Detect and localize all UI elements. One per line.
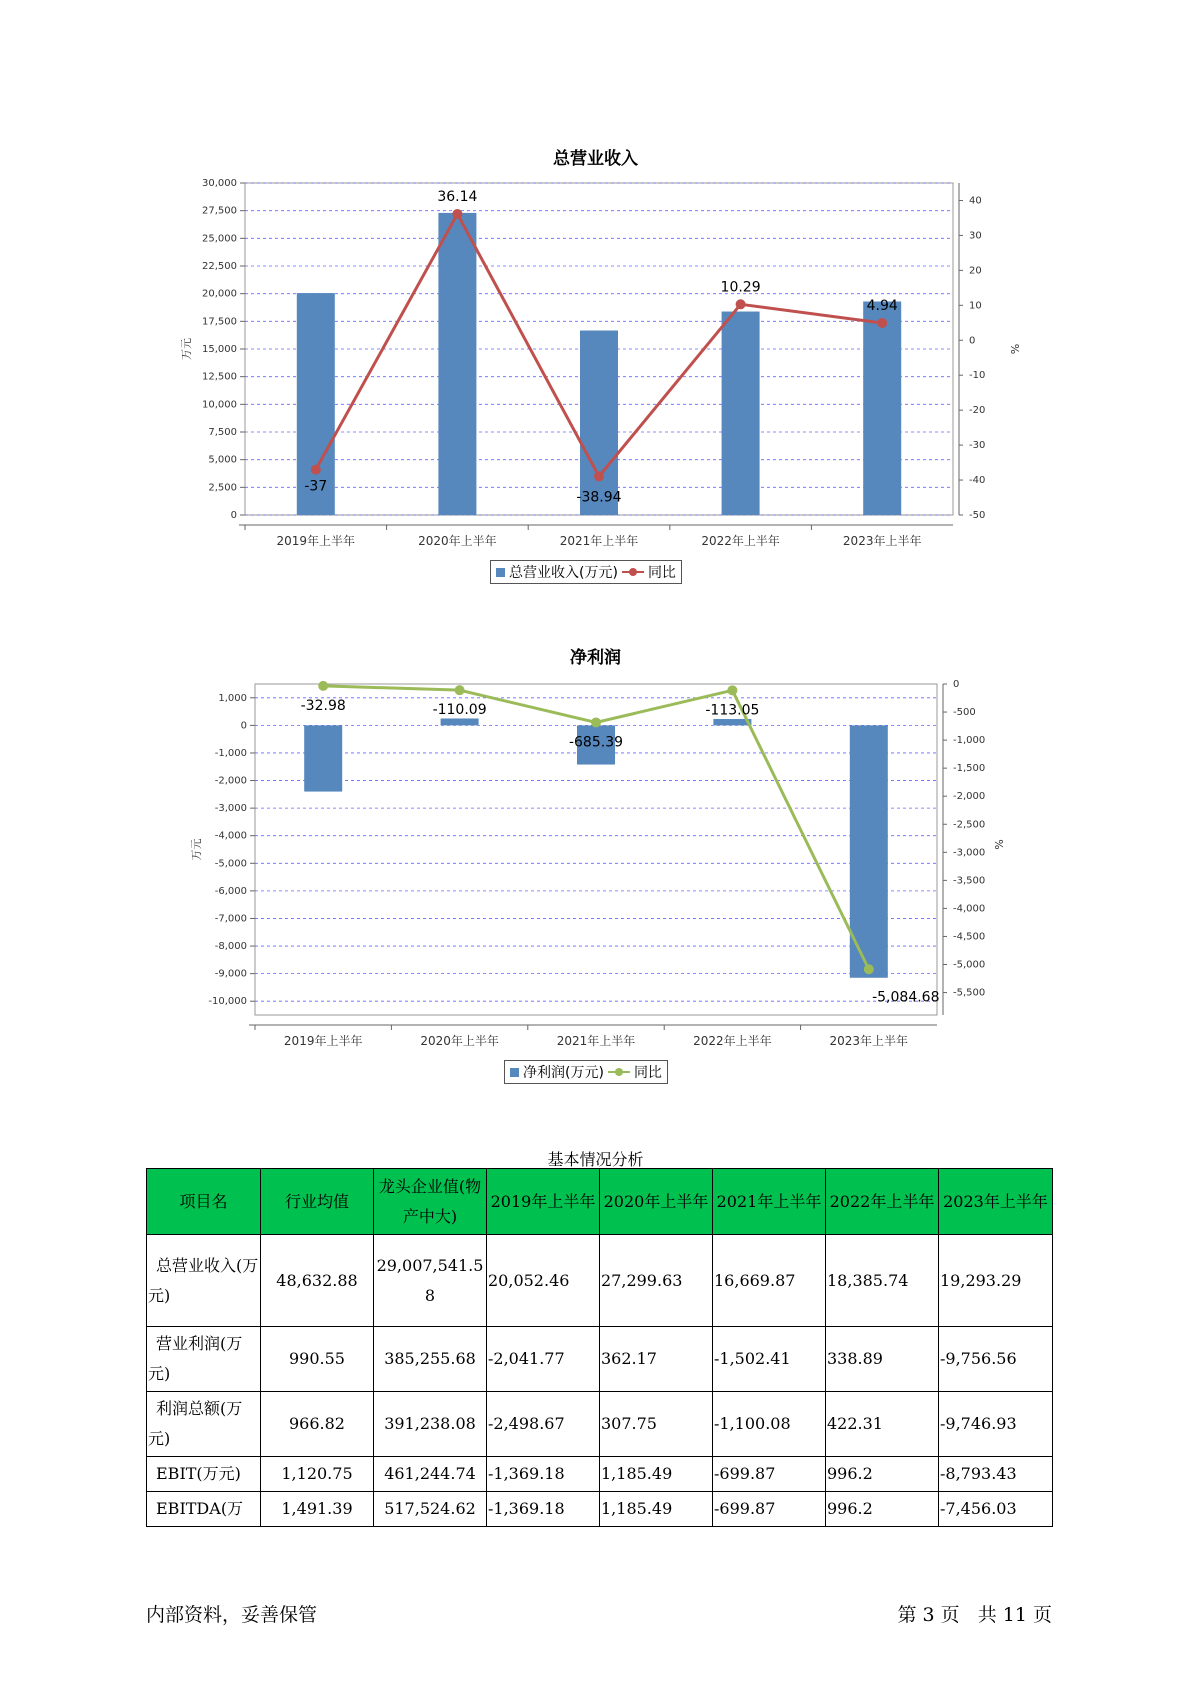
table-cell: -699.87 bbox=[713, 1457, 826, 1492]
table-header-cell: 2019年上半年 bbox=[487, 1169, 600, 1235]
y2-tick-label: -3,500 bbox=[953, 875, 986, 887]
y2-tick-label: -2,000 bbox=[953, 791, 986, 803]
yoy-data-label: -5,084.68 bbox=[872, 989, 940, 1006]
yoy-data-label: 4.94 bbox=[866, 297, 898, 314]
y2-tick-label: 40 bbox=[969, 195, 982, 207]
y2-tick-label: -1,500 bbox=[953, 763, 986, 775]
yoy-data-label: -113.05 bbox=[705, 702, 760, 719]
y2-tick-label: 20 bbox=[969, 265, 982, 277]
y-tick-label: -1,000 bbox=[214, 747, 247, 759]
table-cell: -1,502.41 bbox=[713, 1327, 826, 1392]
chart1-title: 总营业收入 bbox=[553, 149, 638, 169]
table-header-cell: 项目名 bbox=[147, 1169, 261, 1235]
table-header-cell: 2021年上半年 bbox=[713, 1169, 826, 1235]
y2-tick-label: -500 bbox=[953, 707, 976, 719]
table-cell: 1,491.39 bbox=[261, 1492, 374, 1527]
table-row bbox=[147, 1492, 1053, 1527]
table-cell: 422.31 bbox=[826, 1392, 939, 1457]
y-tick-label: 20,000 bbox=[202, 288, 237, 300]
table-cell: 338.89 bbox=[826, 1327, 939, 1392]
y-tick-label: 17,500 bbox=[202, 316, 237, 328]
yoy-data-label: -685.39 bbox=[568, 734, 624, 751]
y-tick-label: 0 bbox=[230, 510, 237, 521]
y-tick-label: 22,500 bbox=[202, 261, 237, 272]
chart2-title: 净利润 bbox=[570, 648, 621, 668]
y-tick-label: 1,000 bbox=[218, 692, 247, 704]
y-tick-label: -4,000 bbox=[214, 830, 247, 842]
table-cell: -7,456.03 bbox=[939, 1492, 1053, 1527]
table-cell: 1,185.49 bbox=[600, 1457, 713, 1492]
table-header-cell: 2022年上半年 bbox=[826, 1169, 939, 1235]
y2-tick-label: -2,500 bbox=[953, 819, 986, 831]
table-cell: 48,632.88 bbox=[261, 1235, 374, 1327]
table-cell: 18,385.74 bbox=[826, 1235, 939, 1327]
table-cell: 307.75 bbox=[600, 1392, 713, 1457]
y2-axis-label: % bbox=[992, 839, 1005, 850]
y2-tick-label: 0 bbox=[969, 335, 976, 347]
y2-tick-label: -20 bbox=[969, 405, 986, 417]
yoy-data-label: -32.98 bbox=[300, 697, 346, 714]
y-tick-label: 25,000 bbox=[202, 233, 237, 245]
table-header-cell: 2023年上半年 bbox=[939, 1169, 1053, 1235]
table-header-cell: 行业均值 bbox=[261, 1169, 374, 1235]
table-cell: 16,669.87 bbox=[713, 1235, 826, 1327]
bar bbox=[304, 725, 342, 791]
y2-tick-label: -4,000 bbox=[953, 903, 986, 915]
table-cell: -1,100.08 bbox=[713, 1392, 826, 1457]
y2-tick-label: 30 bbox=[969, 230, 982, 242]
x-tick-label: 2022年上半年 bbox=[693, 1034, 772, 1048]
table-cell: 517,524.62 bbox=[374, 1492, 487, 1527]
y2-axis-label: % bbox=[1008, 343, 1021, 355]
table-cell: -9,756.56 bbox=[939, 1327, 1053, 1392]
y2-tick-label: -5,500 bbox=[953, 987, 986, 999]
y2-tick-label: 10 bbox=[969, 300, 982, 312]
yoy-point bbox=[727, 685, 737, 695]
table-cell: 20,052.46 bbox=[487, 1235, 600, 1327]
legend-bar-swatch bbox=[510, 1068, 519, 1077]
table-cell: 1,185.49 bbox=[600, 1492, 713, 1527]
y-tick-label: -6,000 bbox=[214, 885, 247, 897]
y-tick-label: 30,000 bbox=[202, 178, 237, 189]
table-cell: -8,793.43 bbox=[939, 1457, 1053, 1492]
y-axis-label: 万元 bbox=[190, 838, 203, 861]
table-row bbox=[147, 1392, 1053, 1457]
footer-confidential: 内部资料，妥善保管 bbox=[146, 1604, 318, 1626]
basic-analysis-table bbox=[146, 1168, 1053, 1527]
x-tick-label: 2023年上半年 bbox=[842, 534, 922, 548]
table-cell: 27,299.63 bbox=[600, 1235, 713, 1327]
y2-tick-label: -3,000 bbox=[953, 847, 986, 859]
y2-tick-label: -4,500 bbox=[953, 931, 986, 943]
table-row bbox=[147, 1327, 1053, 1392]
y-tick-label: 12,500 bbox=[202, 371, 237, 383]
x-tick-label: 2022年上半年 bbox=[701, 534, 780, 548]
table-row bbox=[147, 1235, 1053, 1327]
legend-series1-label: 净利润(万元) bbox=[523, 1065, 604, 1081]
yoy-data-label: -110.09 bbox=[432, 702, 487, 719]
table-header-cell: 龙头企业值(物产中大) bbox=[374, 1169, 487, 1235]
row-label-cell: EBIT(万元) bbox=[147, 1457, 261, 1492]
legend-series1-label: 总营业收入(万元) bbox=[509, 565, 618, 581]
y-tick-label: -9,000 bbox=[214, 968, 247, 980]
y-tick-label: -7,000 bbox=[214, 913, 247, 925]
yoy-point bbox=[591, 717, 601, 727]
y-tick-label: 2,500 bbox=[208, 482, 237, 494]
row-label-cell: 利润总额(万元) bbox=[147, 1392, 261, 1457]
table-cell: 385,255.68 bbox=[374, 1327, 487, 1392]
y-tick-label: 5,000 bbox=[208, 454, 237, 466]
x-tick-label: 2020年上半年 bbox=[420, 1034, 499, 1048]
table-cell: 996.2 bbox=[826, 1457, 939, 1492]
table-cell: 362.17 bbox=[600, 1327, 713, 1392]
y2-tick-label: -30 bbox=[969, 440, 986, 452]
table-cell: -2,498.67 bbox=[487, 1392, 600, 1457]
x-tick-label: 2021年上半年 bbox=[556, 1034, 636, 1048]
legend-series2-label: 同比 bbox=[633, 1065, 662, 1081]
x-tick-label: 2019年上半年 bbox=[283, 1034, 363, 1048]
y-tick-label: 27,500 bbox=[202, 205, 237, 217]
bar bbox=[441, 718, 479, 725]
y2-tick-label: -1,000 bbox=[953, 735, 986, 747]
x-tick-label: 2019年上半年 bbox=[276, 534, 356, 548]
table-cell: -1,369.18 bbox=[487, 1492, 600, 1527]
yoy-data-label: -37 bbox=[304, 478, 328, 495]
x-tick-label: 2020年上半年 bbox=[418, 534, 497, 548]
y-tick-label: -3,000 bbox=[214, 803, 247, 815]
yoy-data-label: -38.94 bbox=[576, 489, 622, 506]
footer-page-number: 第 3 页 共 11 页 bbox=[897, 1604, 1052, 1626]
yoy-data-label: 36.14 bbox=[437, 188, 478, 205]
table-header-cell: 2020年上半年 bbox=[600, 1169, 713, 1235]
table-cell: -699.87 bbox=[713, 1492, 826, 1527]
table-cell: 29,007,541.58 bbox=[374, 1235, 487, 1327]
y-tick-label: 15,000 bbox=[202, 344, 237, 355]
table-cell: -1,369.18 bbox=[487, 1457, 600, 1492]
chart2-legend bbox=[504, 1060, 668, 1084]
y-tick-label: -8,000 bbox=[214, 941, 247, 953]
row-label-cell: EBITDA(万 bbox=[147, 1492, 261, 1527]
table-cell: 966.82 bbox=[261, 1392, 374, 1457]
y-tick-label: 7,500 bbox=[208, 427, 237, 438]
y-tick-label: -5,000 bbox=[214, 858, 247, 870]
table-cell: 19,293.29 bbox=[939, 1235, 1053, 1327]
legend-line-swatch bbox=[608, 1067, 630, 1077]
y-tick-label: 10,000 bbox=[202, 399, 237, 411]
table-cell: -9,746.93 bbox=[939, 1392, 1053, 1457]
table-cell: 1,120.75 bbox=[261, 1457, 374, 1492]
row-label-cell: 营业利润(万元) bbox=[147, 1327, 261, 1392]
yoy-point bbox=[864, 964, 874, 974]
yoy-data-label: 10.29 bbox=[720, 279, 761, 296]
legend-series2-label: 同比 bbox=[647, 565, 676, 581]
table-cell: 996.2 bbox=[826, 1492, 939, 1527]
y-tick-label: 0 bbox=[240, 720, 247, 732]
y2-tick-label: -50 bbox=[969, 510, 986, 521]
y-tick-label: -2,000 bbox=[214, 775, 247, 787]
y2-tick-label: 0 bbox=[953, 679, 960, 690]
x-tick-label: 2023年上半年 bbox=[829, 1034, 909, 1048]
y-axis-label: 万元 bbox=[180, 338, 193, 360]
y2-tick-label: -5,000 bbox=[953, 959, 986, 971]
table-cell: -2,041.77 bbox=[487, 1327, 600, 1392]
table-cell: 391,238.08 bbox=[374, 1392, 487, 1457]
table-cell: 461,244.74 bbox=[374, 1457, 487, 1492]
row-label-cell: 总营业收入(万元) bbox=[147, 1235, 261, 1327]
y-tick-label: -10,000 bbox=[208, 996, 247, 1008]
table-row bbox=[147, 1457, 1053, 1492]
y2-tick-label: -10 bbox=[969, 370, 986, 382]
table-header-row bbox=[147, 1169, 1053, 1235]
table-title: 基本情况分析 bbox=[547, 1150, 644, 1169]
yoy-point bbox=[455, 685, 465, 695]
table-cell: 990.55 bbox=[261, 1327, 374, 1392]
yoy-point bbox=[318, 681, 328, 691]
x-tick-label: 2021年上半年 bbox=[559, 534, 639, 548]
y2-tick-label: -40 bbox=[969, 475, 986, 487]
